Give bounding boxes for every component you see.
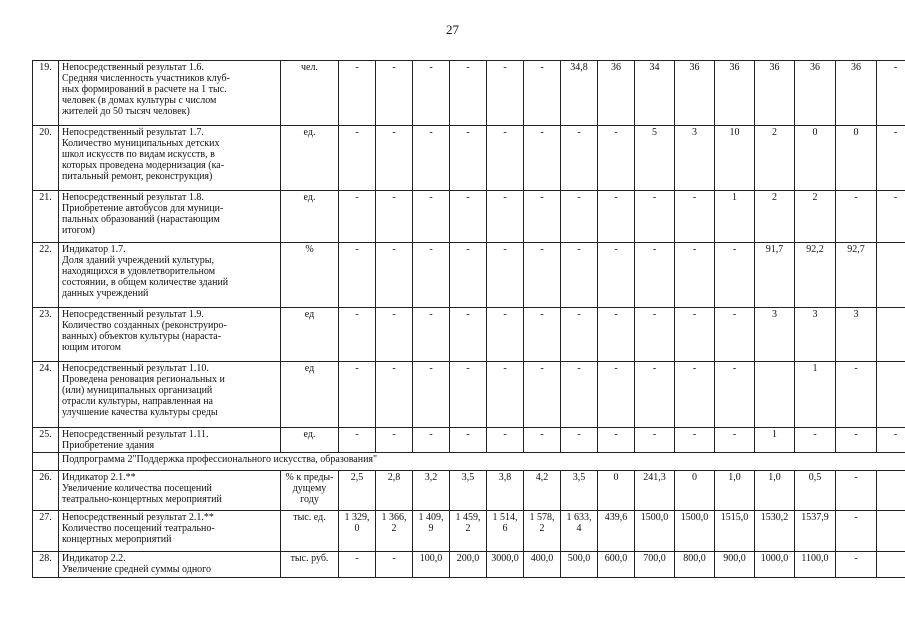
value-cell: - [487, 362, 524, 428]
value-cell: - [635, 243, 675, 308]
unit: ед [281, 308, 339, 362]
unit: тыс. руб. [281, 552, 339, 578]
table-row [33, 471, 905, 511]
value-cell: 1 [715, 191, 755, 243]
value-cell: 700,0 [635, 552, 675, 578]
value-cell: - [561, 191, 598, 243]
value-cell: - [413, 428, 450, 453]
unit: ед. [281, 126, 339, 191]
value-cell: 91,7 [755, 243, 795, 308]
value-cell: - [635, 428, 675, 453]
value-cell: - [836, 511, 877, 552]
value-cell: - [715, 308, 755, 362]
value-cell: 36 [675, 61, 715, 126]
row-number: 22. [33, 243, 59, 308]
value-cell: - [715, 362, 755, 428]
value-cell: - [877, 61, 905, 126]
table-row [33, 362, 905, 428]
value-cell: - [487, 191, 524, 243]
value-cell: - [487, 61, 524, 126]
value-cell: - [598, 362, 635, 428]
value-cell: 241,3 [635, 471, 675, 511]
value-cell: 3 [795, 308, 836, 362]
value-cell: 3,5 [561, 471, 598, 511]
value-cell: - [561, 308, 598, 362]
value-cell: 1537,9 [795, 511, 836, 552]
value-cell: - [561, 126, 598, 191]
unit: ед [281, 362, 339, 428]
value-cell: - [339, 191, 376, 243]
indicator-name: Непосредственный результат 2.1.** Количество посещений театрально- концертных мероприятий [59, 511, 281, 552]
value-cell [755, 362, 795, 428]
unit: ед. [281, 191, 339, 243]
value-cell [877, 243, 905, 308]
value-cell: 1000,0 [755, 552, 795, 578]
value-cell: - [413, 243, 450, 308]
value-cell: 1 578, 2 [524, 511, 561, 552]
row-number: 21. [33, 191, 59, 243]
value-cell: - [836, 471, 877, 511]
value-cell: 1 366, 2 [376, 511, 413, 552]
value-cell: 3,8 [487, 471, 524, 511]
value-cell: - [561, 243, 598, 308]
unit: ед. [281, 428, 339, 453]
value-cell: - [487, 428, 524, 453]
value-cell: 500,0 [561, 552, 598, 578]
value-cell: - [450, 191, 487, 243]
value-cell: 5 [635, 126, 675, 191]
value-cell: - [877, 191, 905, 243]
table-row [33, 511, 905, 552]
value-cell: - [524, 191, 561, 243]
indicator-name: Непосредственный результат 1.8. Приобретение автобусов для муници- пальных образований (нарастающим итогом) [59, 191, 281, 243]
value-cell: 10 [715, 126, 755, 191]
value-cell: 92,7 [836, 243, 877, 308]
value-cell: 600,0 [598, 552, 635, 578]
value-cell: - [413, 362, 450, 428]
value-cell: - [675, 362, 715, 428]
value-cell [877, 362, 905, 428]
value-cell: 34 [635, 61, 675, 126]
value-cell: - [598, 308, 635, 362]
indicator-name: Непосредственный результат 1.11. Приобретение здания [59, 428, 281, 453]
value-cell: - [339, 61, 376, 126]
value-cell: - [598, 126, 635, 191]
value-cell: - [339, 552, 376, 578]
value-cell: - [675, 428, 715, 453]
table-row [33, 126, 905, 191]
value-cell: - [487, 243, 524, 308]
value-cell: - [450, 61, 487, 126]
row-number: 27. [33, 511, 59, 552]
value-cell: 1100,0 [795, 552, 836, 578]
table-row [33, 191, 905, 243]
value-cell: 439,6 [598, 511, 635, 552]
value-cell: 1 329, 0 [339, 511, 376, 552]
value-cell: 0,5 [795, 471, 836, 511]
value-cell: - [836, 428, 877, 453]
unit: чел. [281, 61, 339, 126]
value-cell: - [635, 362, 675, 428]
value-cell: - [413, 191, 450, 243]
value-cell: - [836, 552, 877, 578]
value-cell: 36 [755, 61, 795, 126]
value-cell: - [413, 126, 450, 191]
value-cell: 36 [836, 61, 877, 126]
value-cell: 4,2 [524, 471, 561, 511]
row-number: 23. [33, 308, 59, 362]
value-cell: 400,0 [524, 552, 561, 578]
unit: % [281, 243, 339, 308]
unit: % к преды- дущему году [281, 471, 339, 511]
value-cell: - [715, 243, 755, 308]
value-cell: - [450, 308, 487, 362]
value-cell: - [598, 243, 635, 308]
table-row [33, 61, 905, 126]
value-cell: 3 [675, 126, 715, 191]
row-number: 19. [33, 61, 59, 126]
value-cell [877, 471, 905, 511]
value-cell: - [524, 308, 561, 362]
value-cell: - [376, 428, 413, 453]
value-cell: 3000,0 [487, 552, 524, 578]
value-cell: 100,0 [413, 552, 450, 578]
page-number: 27 [446, 22, 459, 37]
value-cell: - [450, 126, 487, 191]
indicator-name: Индикатор 2.1.** Увеличение количества посещений театрально-концертных мероприятий [59, 471, 281, 511]
value-cell: - [376, 308, 413, 362]
value-cell: 2,8 [376, 471, 413, 511]
value-cell: 3 [836, 308, 877, 362]
indicator-name: Непосредственный результат 1.10. Проведена реновация региональных и (или) муниципальных организаций отрасли культуры, направленная на улучшение качества культуры среды [59, 362, 281, 428]
value-cell: - [339, 362, 376, 428]
subprogram-header-row [33, 453, 905, 471]
value-cell: - [675, 191, 715, 243]
value-cell: 1515,0 [715, 511, 755, 552]
indicators-table [32, 60, 905, 578]
value-cell: - [635, 191, 675, 243]
value-cell: - [635, 308, 675, 362]
value-cell: - [524, 428, 561, 453]
value-cell: 1530,2 [755, 511, 795, 552]
value-cell: 36 [598, 61, 635, 126]
value-cell: - [376, 61, 413, 126]
table-row [33, 552, 905, 578]
value-cell: 0 [598, 471, 635, 511]
value-cell: - [675, 243, 715, 308]
value-cell: - [413, 61, 450, 126]
value-cell: 1,0 [755, 471, 795, 511]
indicator-name: Индикатор 2.2. Увеличение средней суммы одного [59, 552, 281, 578]
value-cell: 1 514, 6 [487, 511, 524, 552]
value-cell: 92,2 [795, 243, 836, 308]
value-cell: 1 [795, 362, 836, 428]
value-cell: - [836, 362, 877, 428]
unit: тыс. ед. [281, 511, 339, 552]
value-cell: 1,0 [715, 471, 755, 511]
value-cell: - [524, 61, 561, 126]
value-cell: 0 [836, 126, 877, 191]
row-number: 20. [33, 126, 59, 191]
value-cell: - [877, 126, 905, 191]
value-cell: 34,8 [561, 61, 598, 126]
value-cell: 1 409, 9 [413, 511, 450, 552]
value-cell: - [450, 362, 487, 428]
value-cell [877, 308, 905, 362]
value-cell: - [524, 126, 561, 191]
value-cell: 3,2 [413, 471, 450, 511]
value-cell: - [339, 126, 376, 191]
subprogram-title: Подпрограмма 2"Поддержка профессионального искусства, образования" [59, 453, 905, 471]
value-cell: 36 [795, 61, 836, 126]
value-cell: - [376, 126, 413, 191]
value-cell: - [795, 428, 836, 453]
value-cell: 1 633, 4 [561, 511, 598, 552]
value-cell: - [561, 362, 598, 428]
row-number: 28. [33, 552, 59, 578]
value-cell: 0 [795, 126, 836, 191]
value-cell: - [836, 191, 877, 243]
row-number [33, 453, 59, 471]
value-cell: 1500,0 [675, 511, 715, 552]
value-cell: - [413, 308, 450, 362]
value-cell: - [450, 243, 487, 308]
value-cell: 1 459, 2 [450, 511, 487, 552]
value-cell: 36 [715, 61, 755, 126]
value-cell: - [561, 428, 598, 453]
value-cell: - [675, 308, 715, 362]
value-cell: 1 [755, 428, 795, 453]
value-cell [877, 511, 905, 552]
table-row [33, 308, 905, 362]
value-cell: - [487, 308, 524, 362]
value-cell: - [598, 191, 635, 243]
row-number: 26. [33, 471, 59, 511]
value-cell: 0 [675, 471, 715, 511]
value-cell: - [715, 428, 755, 453]
value-cell: - [339, 308, 376, 362]
value-cell: 1500,0 [635, 511, 675, 552]
value-cell: 2,5 [339, 471, 376, 511]
row-number: 25. [33, 428, 59, 453]
value-cell: 2 [755, 191, 795, 243]
table-row [33, 243, 905, 308]
value-cell: 3 [755, 308, 795, 362]
indicator-name: Непосредственный результат 1.7. Количество муниципальных детских школ искусств по видам искусств, в которых проведена модернизация (ка- питальный ремонт, реконструкция) [59, 126, 281, 191]
indicator-name: Индикатор 1.7. Доля зданий учреждений культуры, находящихся в удовлетворительном состоянии, в общем количестве зданий данных учреждений [59, 243, 281, 308]
table-row [33, 428, 905, 453]
value-cell: - [376, 552, 413, 578]
indicator-name: Непосредственный результат 1.9. Количество созданных (реконструиро- ванных) объектов культуры (нараста- ющим итогом [59, 308, 281, 362]
value-cell [877, 552, 905, 578]
value-cell: - [376, 191, 413, 243]
value-cell: - [598, 428, 635, 453]
value-cell: - [376, 243, 413, 308]
value-cell: 800,0 [675, 552, 715, 578]
value-cell: - [450, 428, 487, 453]
row-number: 24. [33, 362, 59, 428]
value-cell: 2 [755, 126, 795, 191]
value-cell: - [339, 243, 376, 308]
value-cell: - [524, 362, 561, 428]
indicator-name: Непосредственный результат 1.6. Средняя численность участников клуб- ных формирований в расчете на 1 тыс. человек (в домах культуры с числом жителей до 50 тысяч человек) [59, 61, 281, 126]
value-cell: - [487, 126, 524, 191]
value-cell: - [339, 428, 376, 453]
value-cell: 900,0 [715, 552, 755, 578]
value-cell: 200,0 [450, 552, 487, 578]
value-cell: - [524, 243, 561, 308]
value-cell: - [376, 362, 413, 428]
value-cell: 3,5 [450, 471, 487, 511]
value-cell: 2 [795, 191, 836, 243]
value-cell: - [877, 428, 905, 453]
